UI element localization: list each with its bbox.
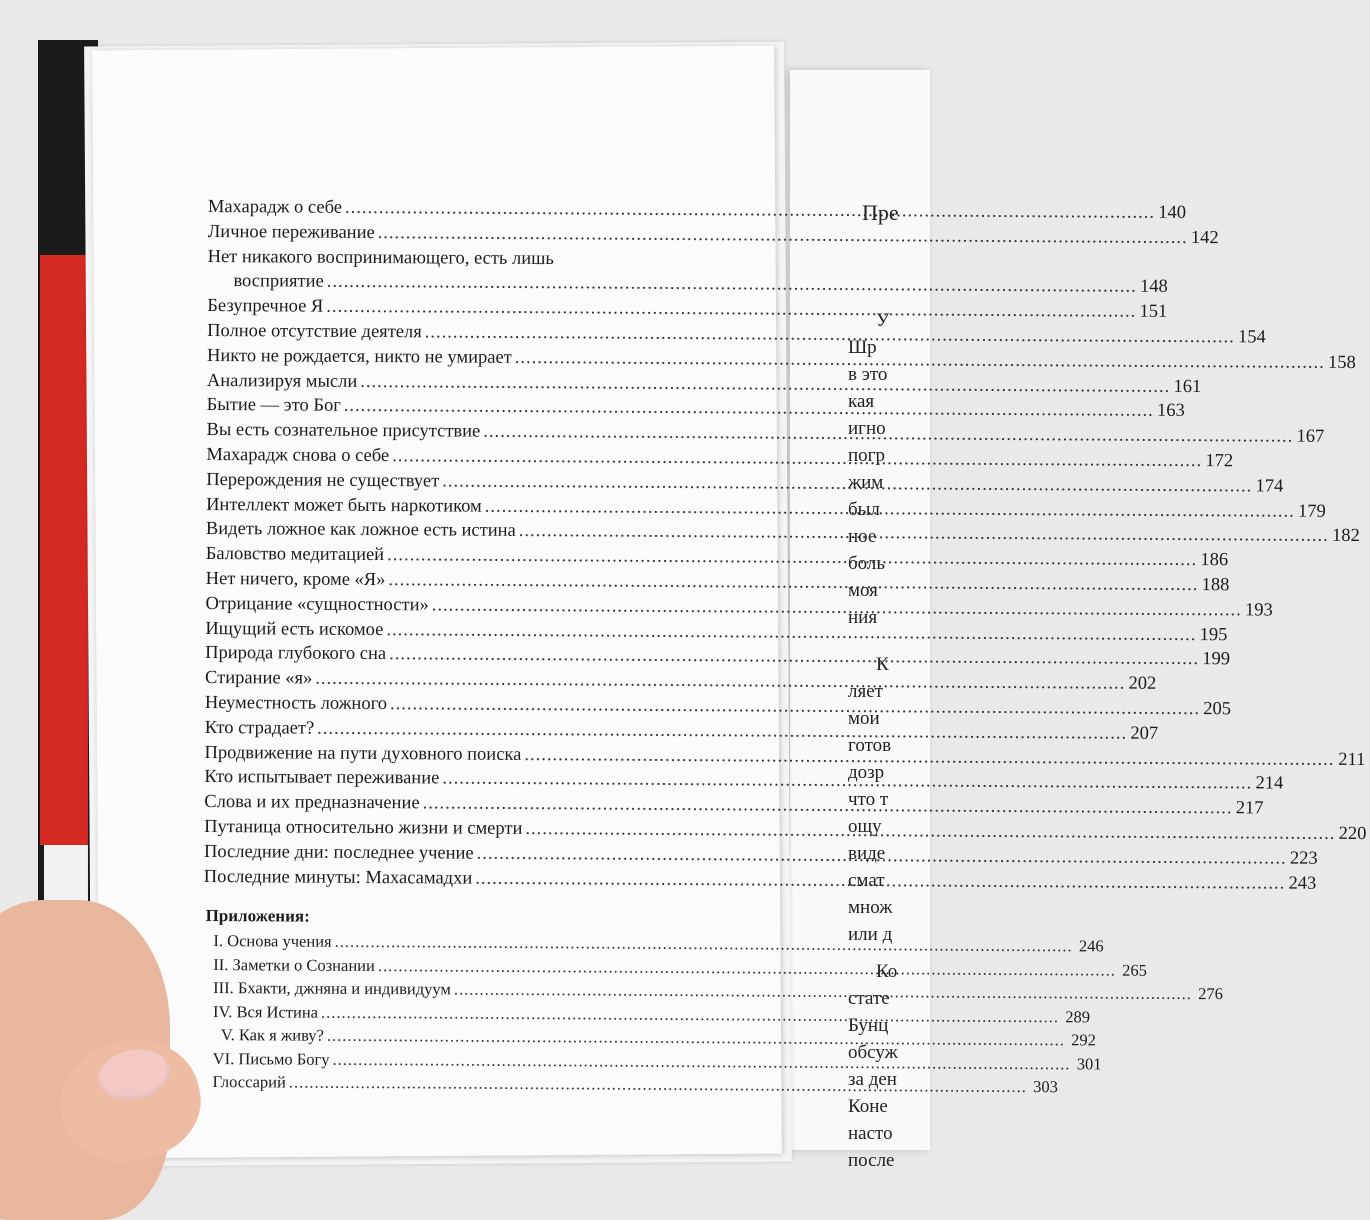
toc-entry-title: Путаница относительно жизни и смерти bbox=[204, 815, 522, 842]
toc-entry bbox=[205, 741, 755, 769]
toc-entry-title: II. Заметки о Сознании bbox=[203, 953, 375, 978]
toc-entry-title: I. Основа учения bbox=[203, 929, 331, 953]
toc-entry-title: Махарадж снова о себе bbox=[206, 443, 389, 469]
toc-entry-page-number: 195 bbox=[1199, 623, 1227, 648]
toc-entry-page-number: 292 bbox=[1068, 1029, 1096, 1053]
toc-entry-title: Бытие — это Бог bbox=[207, 393, 341, 419]
toc-entry-page-number: 207 bbox=[1130, 721, 1158, 746]
right-page-line: ляет bbox=[848, 681, 883, 703]
toc-entry-title: Кто испытывает переживание bbox=[204, 765, 439, 791]
table-of-contents bbox=[203, 195, 758, 1097]
toc-entry bbox=[203, 1000, 753, 1027]
toc-entry bbox=[203, 1047, 753, 1074]
toc-entry-title: Вы есть сознательное присутствие bbox=[206, 418, 480, 444]
right-page-line: после bbox=[848, 1150, 895, 1172]
toc-entry bbox=[205, 691, 755, 719]
right-page-line: К bbox=[876, 654, 889, 676]
toc-entry-title: Продвижение на пути духовного поиска bbox=[205, 741, 522, 768]
toc-entry-page-number: 193 bbox=[1245, 598, 1273, 623]
toc-entry-title: Слова и их предназначение bbox=[204, 790, 419, 816]
toc-entry-page-number: 154 bbox=[1238, 325, 1266, 350]
right-page-line: или д bbox=[848, 924, 892, 946]
toc-entry-page-number: 243 bbox=[1288, 871, 1316, 896]
right-page-title: Пре bbox=[862, 200, 899, 226]
toc-entry-title: Природа глубокого сна bbox=[205, 641, 386, 667]
right-page-line: Шр bbox=[848, 337, 877, 359]
toc-entry bbox=[208, 220, 758, 248]
toc-entry bbox=[203, 1070, 753, 1097]
toc-entry bbox=[204, 815, 754, 843]
toc-entry-title: V. Как я живу? bbox=[203, 1023, 324, 1047]
toc-entry-title: Баловство медитацией bbox=[206, 542, 384, 568]
right-page-line: боль bbox=[848, 553, 885, 575]
toc-entry-page-number: 182 bbox=[1332, 524, 1360, 549]
right-page-line: Бунц bbox=[848, 1015, 888, 1037]
toc-entry-title: Неуместность ложного bbox=[205, 691, 387, 717]
right-page-line: погр bbox=[848, 445, 885, 467]
right-page-line: ное bbox=[848, 526, 876, 548]
right-page-line: мои bbox=[848, 708, 880, 730]
right-page-line: что т bbox=[848, 789, 888, 811]
right-page-line: за ден bbox=[848, 1069, 897, 1091]
toc-entry-page-number: 158 bbox=[1328, 351, 1356, 376]
right-page-line: в это bbox=[848, 364, 887, 386]
toc-entry-page-number: 151 bbox=[1139, 300, 1167, 325]
right-page-line: У bbox=[876, 310, 889, 332]
toc-entry bbox=[206, 418, 756, 446]
toc-entry bbox=[206, 493, 756, 521]
toc-dot-leader bbox=[289, 1071, 1027, 1099]
right-page-line: дозр bbox=[848, 762, 884, 784]
toc-entry-title: Интеллект может быть наркотиком bbox=[206, 493, 482, 519]
toc-entry bbox=[206, 542, 756, 570]
toc-entry-page-number: 217 bbox=[1236, 796, 1264, 821]
right-page-line: обсуж bbox=[848, 1042, 898, 1064]
right-page-line: ощу bbox=[848, 816, 882, 838]
right-page-line: множ bbox=[848, 897, 892, 919]
toc-entry-title: восприятие bbox=[207, 269, 323, 295]
toc-entry-title: Личное переживание bbox=[208, 220, 375, 246]
toc-entry-page-number: 174 bbox=[1255, 474, 1283, 499]
toc-entry-page-number: 199 bbox=[1202, 647, 1230, 672]
toc-entry-page-number: 303 bbox=[1030, 1075, 1058, 1099]
toc-entry bbox=[207, 269, 757, 297]
toc-entry-title: IV. Вся Истина bbox=[203, 1000, 318, 1024]
toc-entry-page-number: 140 bbox=[1158, 201, 1186, 226]
toc-main-list bbox=[204, 195, 758, 893]
toc-entry bbox=[206, 567, 756, 595]
toc-entry-title: Ищущий есть искомое bbox=[205, 617, 383, 643]
toc-entry-title: Стирание «я» bbox=[205, 666, 312, 691]
toc-entry-page-number: 211 bbox=[1337, 747, 1365, 772]
toc-entry bbox=[203, 1023, 753, 1050]
toc-entry bbox=[207, 369, 757, 397]
toc-entry bbox=[203, 976, 753, 1003]
right-page-line: жим bbox=[848, 472, 883, 494]
toc-entry bbox=[206, 468, 756, 496]
toc-entry bbox=[206, 443, 756, 471]
toc-entry bbox=[203, 929, 753, 956]
toc-entry-title: Никто не рождается, никто не умирает bbox=[207, 344, 512, 371]
toc-entry bbox=[204, 765, 754, 793]
toc-entry-title: Полное отсутствие деятеля bbox=[207, 319, 422, 345]
toc-entry-page-number: 188 bbox=[1201, 573, 1229, 598]
toc-entry bbox=[204, 840, 754, 868]
toc-entry-title: Анализируя мысли bbox=[207, 369, 358, 395]
toc-entry bbox=[207, 344, 757, 372]
toc-entry bbox=[207, 294, 757, 322]
toc-entry-page-number: 161 bbox=[1173, 374, 1201, 399]
toc-entry-title: Последние минуты: Махасамадхи bbox=[204, 865, 473, 891]
right-page-line: кая bbox=[848, 391, 874, 413]
toc-entry-page-number: 167 bbox=[1296, 425, 1324, 450]
toc-entry-title: Нет ничего, кроме «Я» bbox=[206, 567, 386, 593]
right-page-line: насто bbox=[848, 1123, 893, 1145]
cover-red-stripe bbox=[40, 255, 88, 845]
toc-entry bbox=[208, 245, 758, 273]
right-page-line: моя bbox=[848, 580, 878, 602]
right-page-line: стате bbox=[848, 988, 890, 1010]
toc-entry-page-number: 265 bbox=[1119, 958, 1147, 982]
right-page-line: смат bbox=[848, 870, 885, 892]
toc-entry-page-number: 276 bbox=[1195, 982, 1223, 1006]
appendix-heading: Приложения: bbox=[204, 903, 754, 932]
right-page-line: игно bbox=[848, 418, 886, 440]
right-page-line: ния bbox=[848, 607, 877, 629]
toc-entry-page-number: 223 bbox=[1290, 846, 1318, 871]
toc-entry-page-number: 289 bbox=[1062, 1005, 1090, 1029]
toc-entry-page-number: 246 bbox=[1076, 935, 1104, 959]
right-page-line: Ко bbox=[876, 961, 897, 983]
toc-entry-title: Глоссарий bbox=[203, 1070, 286, 1094]
toc-entry-title: VI. Письмо Богу bbox=[203, 1047, 330, 1071]
toc-appendix-list bbox=[203, 929, 754, 1097]
toc-entry bbox=[204, 790, 754, 818]
toc-dot-leader bbox=[475, 866, 1285, 896]
toc-entry-page-number: 202 bbox=[1128, 672, 1156, 697]
toc-entry bbox=[205, 716, 755, 744]
toc-entry-page-number: 205 bbox=[1203, 697, 1231, 722]
toc-entry-title: Перерождения не существует bbox=[206, 468, 439, 494]
right-page-line: виде bbox=[848, 843, 885, 865]
toc-entry bbox=[204, 865, 754, 893]
toc-entry-page-number: 186 bbox=[1200, 548, 1228, 573]
toc-entry-title: Видеть ложное как ложное есть истина bbox=[206, 517, 516, 544]
toc-entry-title: Махарадж о себе bbox=[208, 195, 342, 221]
right-page-line: Коне bbox=[848, 1096, 888, 1118]
toc-entry-page-number: 142 bbox=[1191, 226, 1219, 251]
toc-entry-page-number: 163 bbox=[1157, 399, 1185, 424]
toc-entry bbox=[205, 592, 755, 620]
toc-entry-page-number: 148 bbox=[1140, 275, 1168, 300]
toc-entry-page-number: 172 bbox=[1205, 449, 1233, 474]
toc-entry-title: Безупречное Я bbox=[207, 294, 323, 320]
toc-entry bbox=[205, 641, 755, 669]
toc-entry bbox=[208, 195, 758, 223]
toc-entry bbox=[203, 953, 753, 980]
toc-entry-page-number: 214 bbox=[1255, 772, 1283, 797]
toc-entry-page-number: 301 bbox=[1073, 1052, 1101, 1076]
right-page-line: был bbox=[848, 499, 880, 521]
toc-entry-page-number: 220 bbox=[1338, 822, 1366, 847]
toc-entry-title: III. Бхакти, джняна и индивидуум bbox=[203, 976, 451, 1001]
toc-entry-title: Нет никакого воспринимающего, есть лишь bbox=[208, 245, 554, 272]
toc-entry bbox=[206, 517, 756, 545]
toc-entry-page-number: 179 bbox=[1298, 499, 1326, 524]
toc-entry-title: Отрицание «сущностности» bbox=[205, 592, 428, 618]
toc-entry bbox=[205, 666, 755, 694]
toc-entry-title: Последние дни: последнее учение bbox=[204, 840, 474, 866]
toc-entry bbox=[207, 319, 757, 347]
toc-entry-title: Кто страдает? bbox=[205, 716, 315, 741]
toc-entry bbox=[207, 393, 757, 421]
right-page-line: готов bbox=[848, 735, 891, 757]
toc-entry bbox=[205, 617, 755, 645]
